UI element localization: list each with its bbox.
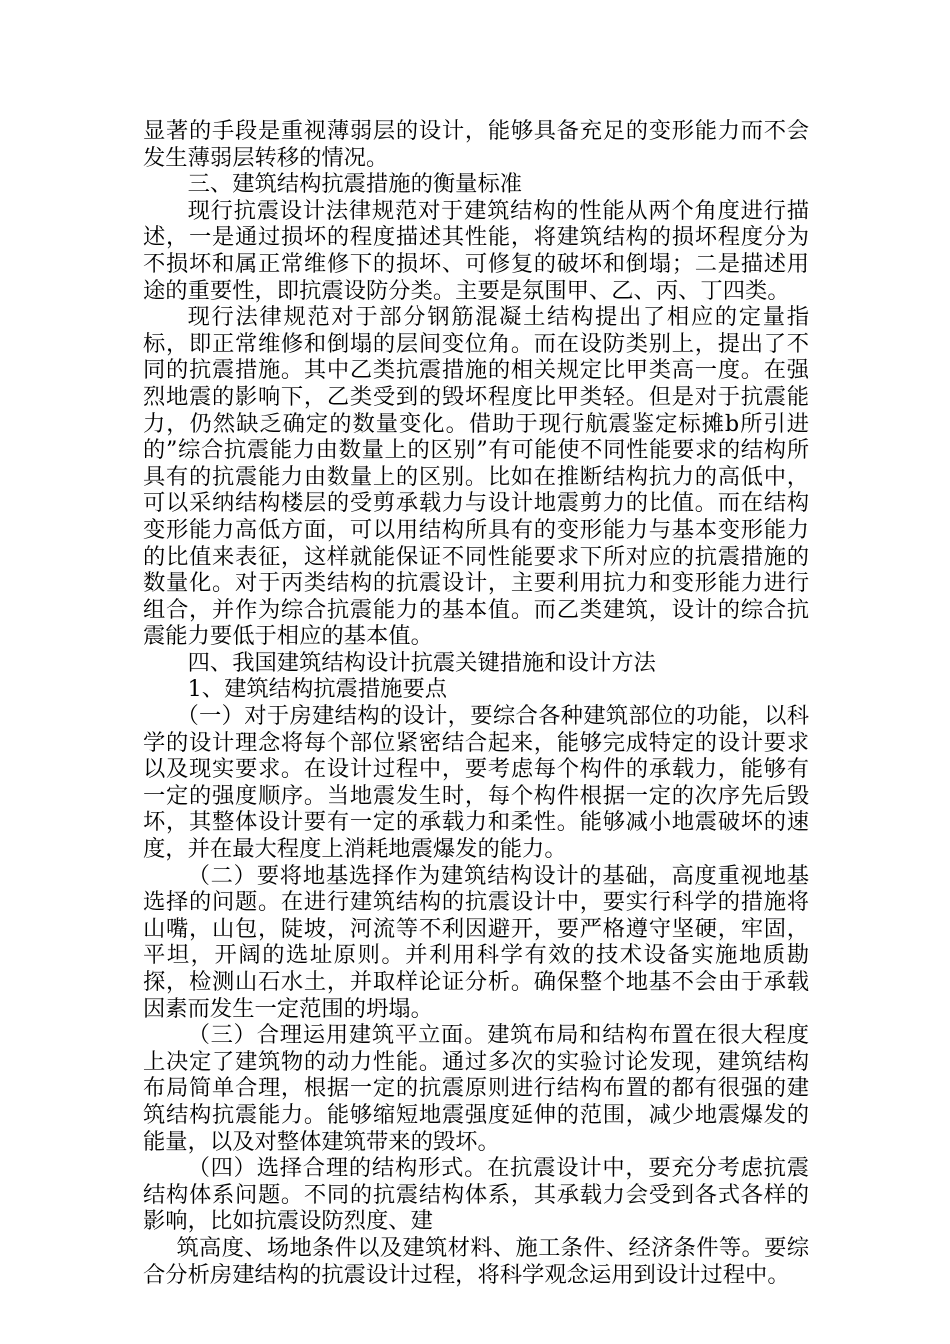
paragraph-item-2: （二）要将地基选择作为建筑结构设计的基础，高度重视地基选择的问题。在进行建筑结构的抗震设计中，要实行科学的措施将山嘴，山包，陡坡，河流等不利因避开，要严格遵守坚硬，牢固，平坦，开阔的选址原则。并利用科学有效的技术设备实施地质勘探，检测山石水土，并取样论证分析。确保整个地基不会由于承载因素而发生一定范围的坍塌。 bbox=[143, 862, 809, 1022]
paragraph-item-1: （一）对于房建结构的设计，要综合各种建筑部位的功能，以科学的设计理念将每个部位紧密结合起来，能够完成特定的设计要求以及现实要求。在设计过程中，要考虑每个构件的承载力，能够有一定的强度顺序。当地震发生时，每个构件根据一定的次序先后毁坏，其整体设计要有一定的承载力和柔性。能够减小地震破坏的速度，并在最大程度上消耗地震爆发的能力。 bbox=[143, 703, 809, 863]
paragraph: 现行法律规范对于部分钢筋混凝土结构提出了相应的定量指标，即正常维修和倒塌的层间变位角。而在设防类别上，提出了不同的抗震措施。其中乙类抗震措施的相关规定比甲类高一度。在强烈地震的影响下，乙类受到的毁坏程度比甲类轻。但是对于抗震能力，仍然缺乏确定的数量变化。借助于现行航震鉴定标摊b所引进的”综合抗震能力由数量上的区别”有可能使不同性能要求的结构所具有的抗震能力由数量上的区别。比如在推断结构抗力的高低中，可以采纳结构楼层的受剪承载力与设计地震剪力的比值。而在结构变形能力高低方面，可以用结构所具有的变形能力与基本变形能力的比值来表征，这样就能保证不同性能要求下所对应的抗震措施的数量化。对于丙类结构的抗震设计，主要利用抗力和变形能力进行组合，并作为综合抗震能力的基本值。而乙类建筑，设计的综合抗震能力要低于相应的基本值。 bbox=[143, 304, 809, 650]
paragraph-continuation: 显著的手段是重视薄弱层的设计，能够具备充足的变形能力而不会发生薄弱层转移的情况。 bbox=[143, 118, 809, 171]
section-heading-4: 四、我国建筑结构设计抗震关键措施和设计方法 bbox=[187, 649, 656, 676]
subsection-heading-1: 1、建筑结构抗震措施要点 bbox=[187, 676, 448, 703]
section-heading-3: 三、建筑结构抗震措施的衡量标准 bbox=[187, 171, 523, 198]
paragraph-item-4-continued: 筑高度、场地条件以及建筑材料、施工条件、经济条件等。要综合分析房建结构的抗震设计过程，将科学观念运用到设计过程中。 bbox=[143, 1234, 809, 1288]
document-body bbox=[143, 118, 809, 1288]
paragraph-item-4: （四）选择合理的结构形式。在抗震设计中，要充分考虑抗震结构体系问题。不同的抗震结构体系，其承载力会受到各式各样的影响，比如抗震设防烈度、建 bbox=[143, 1155, 809, 1235]
paragraph-item-3: （三）合理运用建筑平立面。建筑布局和结构布置在很大程度上决定了建筑物的动力性能。通过多次的实验讨论发现，建筑结构布局简单合理，根据一定的抗震原则进行结构布置的都有很强的建筑结构抗震能力。能够缩短地震强度延伸的范围，减少地震爆发的能量，以及对整体建筑带来的毁坏。 bbox=[143, 1022, 809, 1155]
paragraph: 现行抗震设计法律规范对于建筑结构的性能从两个角度进行描述，一是通过损坏的程度描述其性能，将建筑结构的损坏程度分为不损坏和属正常维修下的损坏、可修复的破坏和倒塌；二是描述用途的重要性，即抗震设防分类。主要是氛围甲、乙、丙、丁四类。 bbox=[143, 197, 809, 304]
